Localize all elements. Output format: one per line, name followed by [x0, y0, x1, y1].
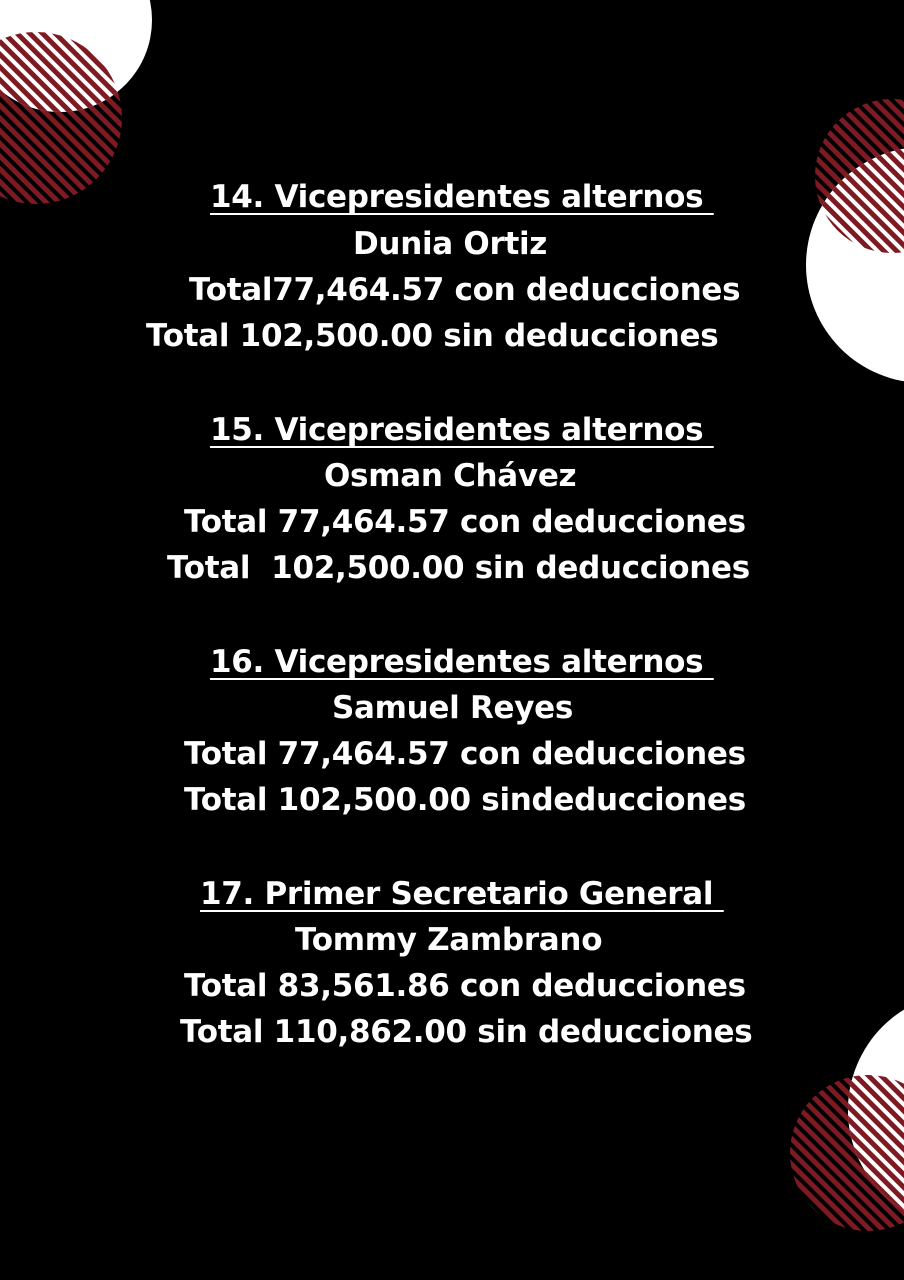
entry-name: Tommy Zambrano	[295, 922, 603, 958]
entry-name: Dunia Ortiz	[353, 226, 548, 262]
entry-total-with-deductions: Total 77,464.57 con deducciones	[184, 504, 746, 540]
entry-total-without-deductions: Total 102,500.00 sindeducciones	[184, 782, 746, 818]
entry-total-without-deductions: Total 102,500.00 sin deducciones	[167, 550, 750, 586]
entry-total-with-deductions: Total77,464.57 con deducciones	[189, 272, 741, 308]
entry-total-with-deductions: Total 77,464.57 con deducciones	[184, 736, 746, 772]
entry-name: Osman Chávez	[324, 458, 577, 494]
entry-heading: 14. Vicepresidentes alternos	[210, 179, 714, 215]
entry-heading: 17. Primer Secretario General	[200, 876, 724, 912]
entry-heading: 16. Vicepresidentes alternos	[210, 644, 714, 680]
entry-heading: 15. Vicepresidentes alternos	[210, 412, 714, 448]
entry-total-without-deductions: Total 110,862.00 sin deducciones	[180, 1014, 753, 1050]
entry-total-with-deductions: Total 83,561.86 con deducciones	[184, 968, 746, 1004]
entry-name: Samuel Reyes	[332, 690, 574, 726]
entry-total-without-deductions: Total 102,500.00 sin deducciones	[146, 318, 719, 354]
